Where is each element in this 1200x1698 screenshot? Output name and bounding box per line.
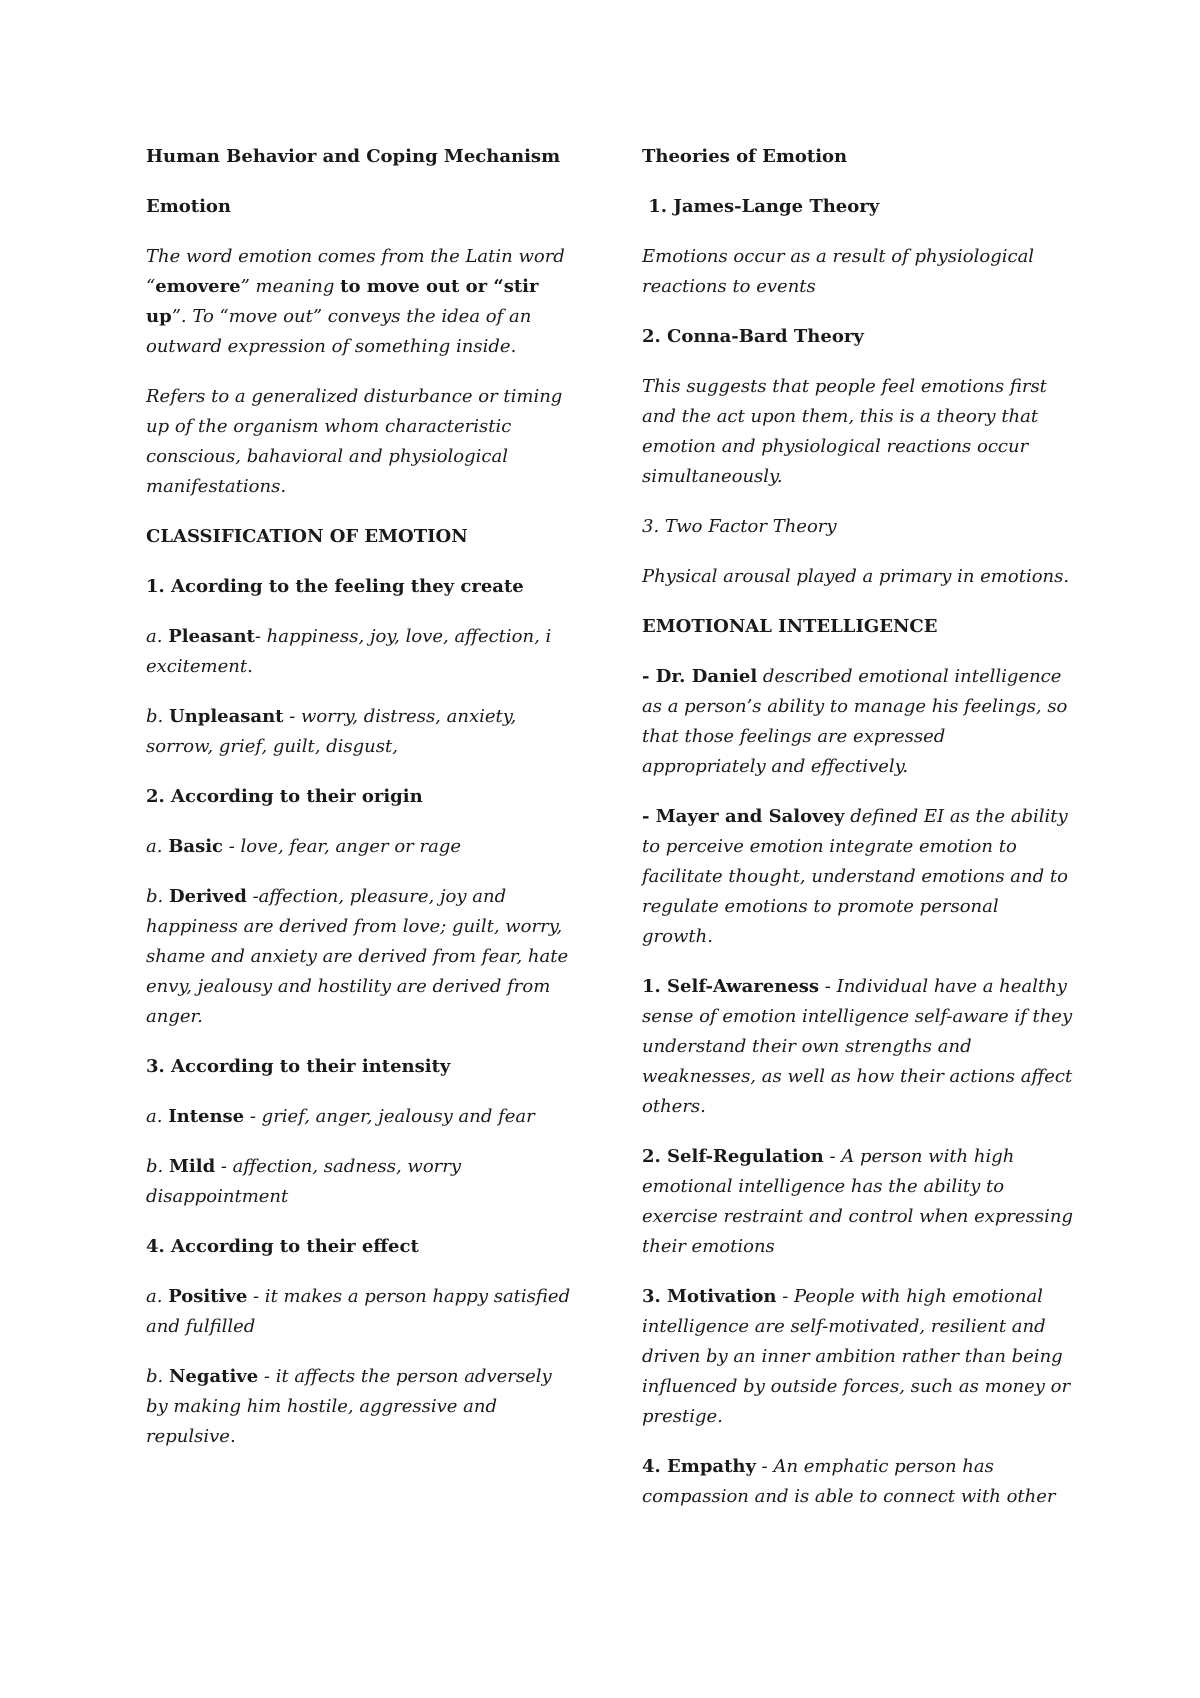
item-term: Intense (168, 1106, 245, 1127)
item-prefix: b. (146, 1366, 169, 1387)
item-text: - happiness, joy, love, affection, i excitement. (146, 626, 552, 677)
list-item (146, 702, 578, 762)
item-term: Derived (168, 886, 247, 907)
item-text: - grief, anger, jealousy and fear (244, 1106, 535, 1127)
list-item (146, 882, 578, 1032)
section-heading: 3. According to their intensity (146, 1056, 451, 1077)
item-text: - affection, sadness, worry disappointment (146, 1156, 462, 1207)
ei-component (642, 1452, 1074, 1512)
theory-heading: 2. Conna-Bard Theory (642, 326, 864, 347)
component-term: 3. Motivation (642, 1286, 777, 1307)
ei-definition (642, 662, 1074, 782)
item-text: - it makes a person happy satisfied and fulfilled (146, 1286, 571, 1337)
item-term: Pleasant (168, 626, 255, 647)
item-prefix: a. (146, 1106, 169, 1127)
component-term: 1. Self-Awareness (642, 976, 820, 997)
item-prefix: a. (146, 1286, 169, 1307)
component-term: 4. Empathy (642, 1456, 756, 1477)
definition-text: The word emotion comes from the Latin word “ (146, 246, 565, 297)
item-text: - love, fear, anger or rage (223, 836, 461, 857)
ei-component (642, 972, 1074, 1122)
ei-text: described emotional intelligence as a person’s ability to manage his feelings, so that those feelings are expressed appropriately and effectively. (642, 666, 1068, 777)
theories-heading: Theories of Emotion (642, 146, 848, 167)
section-heading: 1. Acording to the feeling they create (146, 576, 524, 597)
item-term: Mild (168, 1156, 216, 1177)
component-term: 2. Self-Regulation (642, 1146, 824, 1167)
list-item (146, 832, 578, 862)
ei-component (642, 1142, 1074, 1262)
item-term: Negative (168, 1366, 259, 1387)
definition-text: ” meaning (240, 276, 341, 297)
classification-heading: CLASSIFICATION OF EMOTION (146, 526, 468, 547)
item-term: Unpleasant (168, 706, 284, 727)
item-prefix: a. (146, 836, 169, 857)
item-text: -affection, pleasure, joy and happiness are derived from love; guilt, worry, shame and anxiety are derived from fear, hate envy, jealousy and hostility are derived from anger. (146, 886, 569, 1027)
component-text: - An emphatic person has compassion and is able to connect with other (642, 1456, 1056, 1507)
list-item (146, 622, 578, 682)
theory-text: This suggests that people feel emotions first and the act upon them, this is a theory that emotion and physiological reactions occur simultaneously. (642, 376, 1047, 487)
item-prefix: b. (146, 1156, 169, 1177)
item-text: - it affects the person adversely by making him hostile, aggressive and repulsive. (146, 1366, 552, 1447)
list-item (146, 1282, 578, 1342)
component-text: - Individual have a healthy sense of emotion intelligence self-aware if they understand their own strengths and weaknesses, as well as how their actions affect others. (642, 976, 1073, 1117)
theory-heading: 1. James-Lange Theory (642, 196, 880, 217)
list-item (146, 1152, 578, 1212)
definition-term: to move out or “stir up (146, 276, 539, 327)
list-item (146, 1102, 578, 1132)
ei-term: - Dr. Daniel (642, 666, 758, 687)
theory-heading: 3. Two Factor Theory (642, 516, 837, 537)
document-title: Human Behavior and Coping Mechanism (146, 146, 561, 167)
right-column (642, 142, 1074, 1532)
item-term: Positive (168, 1286, 248, 1307)
definition-text: ”. To “move out” conveys the idea of an outward expression of something inside. (146, 306, 532, 357)
item-prefix: b. (146, 706, 169, 727)
item-text: - worry, distress, anxiety, sorrow, grief, guilt, disgust, (146, 706, 517, 757)
component-text: - A person with high emotional intelligence has the ability to exercise restraint and control when expressing their emotions (642, 1146, 1074, 1257)
item-prefix: b. (146, 886, 169, 907)
emotion-refers-paragraph: Refers to a generalized disturbance or timing up of the organism whom characteristic conscious, bahavioral and physiological manifestations. (146, 386, 563, 497)
section-heading: 4. According to their effect (146, 1236, 419, 1257)
emotion-heading: Emotion (146, 196, 232, 217)
emotional-intelligence-heading: EMOTIONAL INTELLIGENCE (642, 616, 938, 637)
section-heading: 2. According to their origin (146, 786, 423, 807)
theory-text: Emotions occur as a result of physiological reactions to events (642, 246, 1035, 297)
left-column (146, 142, 578, 1472)
component-text: - People with high emotional intelligence are self-motivated, resilient and driven by an inner ambition rather than being influenced by outside forces, such as money or prestige. (642, 1286, 1071, 1427)
ei-term: - Mayer and Salovey (642, 806, 845, 827)
ei-definition (642, 802, 1074, 952)
theory-text: Physical arousal played a primary in emotions. (642, 566, 1070, 587)
list-item (146, 1362, 578, 1452)
ei-component (642, 1282, 1074, 1432)
item-prefix: a. (146, 626, 169, 647)
item-term: Basic (168, 836, 223, 857)
emotion-definition-paragraph (146, 242, 578, 362)
ei-text: defined EI as the ability to perceive emotion integrate emotion to facilitate thought, understand emotions and to regulate emotions to promote personal growth. (642, 806, 1068, 947)
definition-term: emovere (155, 276, 241, 297)
